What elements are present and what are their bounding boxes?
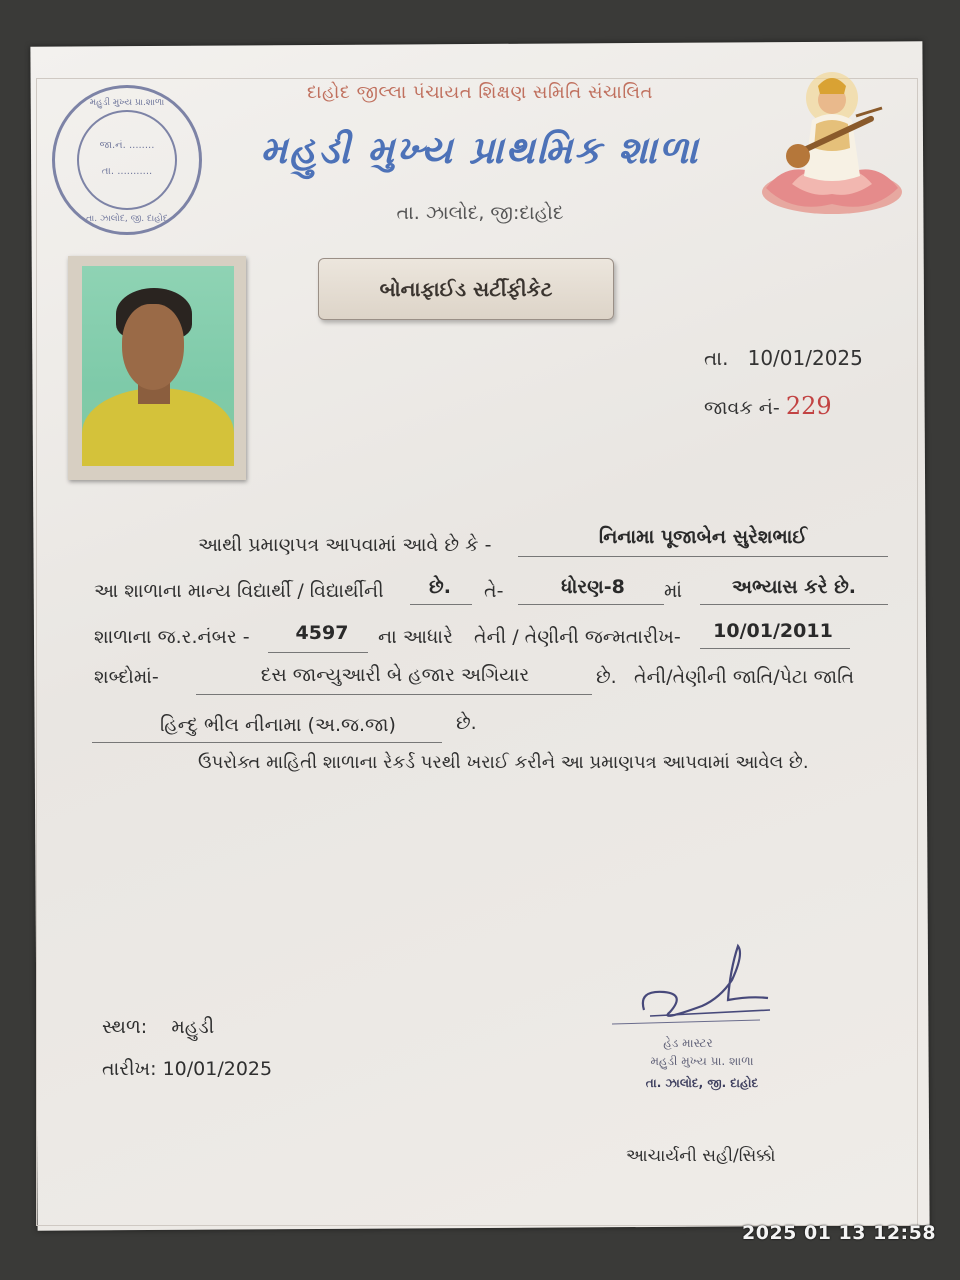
underline-verb bbox=[410, 604, 472, 605]
place-label: સ્થળ: bbox=[102, 1016, 148, 1038]
saraswati-illustration bbox=[752, 64, 912, 220]
student-name: નિનામા પૂજાબેન સુરેશભાઈ bbox=[598, 526, 808, 548]
stamp-bottom-text: તા. ઝાલોદ, જી. દાહોદ bbox=[86, 214, 168, 224]
line2-prefix: આ શાળાના માન્ય વિદ્યાર્થી / વિદ્યાર્થીની bbox=[94, 580, 384, 602]
line2-main: માં bbox=[664, 580, 683, 602]
underline-caste bbox=[92, 742, 442, 743]
school-name: મહુડી મુખ્ય પ્રાથમિક શાળા bbox=[260, 128, 700, 172]
underline-dob bbox=[700, 648, 850, 649]
footer-date-label: તારીખ: bbox=[102, 1058, 157, 1080]
photo-face bbox=[122, 304, 184, 390]
studying-value: અભ્યાસ કરે છે. bbox=[731, 576, 857, 598]
dob-value: 10/01/2011 bbox=[713, 620, 833, 642]
underline-name bbox=[518, 556, 888, 557]
hm-title: હેડ માસ્ટર bbox=[663, 1036, 713, 1050]
place-value: મહુડી bbox=[171, 1016, 215, 1038]
reference-number bbox=[704, 392, 832, 420]
line4-prefix: શબ્દોમાં- bbox=[94, 666, 159, 688]
certificate-title: બોનાફાઈડ સર્ટીફીકેટ bbox=[318, 258, 614, 320]
gr-number: 4597 bbox=[295, 622, 349, 644]
line1-prefix: આથી પ્રમાણપત્ર આપવામાં આવે છે કે - bbox=[198, 534, 492, 556]
place-row bbox=[102, 1016, 214, 1038]
line3-mid: ના આધારે bbox=[378, 626, 453, 648]
standard-value: ધોરણ-8 bbox=[561, 576, 625, 598]
line4-suffix: છે. bbox=[596, 666, 617, 688]
ref-label: જાવક નં- bbox=[704, 397, 780, 419]
line5-suffix: છે. bbox=[456, 712, 477, 734]
signature-label: આચાર્યની સહી/સિક્કો bbox=[626, 1146, 776, 1166]
hm-school: મહુડી મુખ્ય પ્રા. શાળા bbox=[650, 1054, 754, 1068]
date-row bbox=[102, 1058, 272, 1080]
line4-caste-label: તેની/તેણીની જાતિ/પેટા જાતિ bbox=[634, 666, 855, 688]
stamp-line-2: તા. ........... bbox=[101, 166, 153, 177]
date-value: 10/01/2025 bbox=[747, 346, 863, 370]
school-stamp bbox=[52, 85, 202, 235]
hm-taluka: તા. ઝાલોદ, જી. દાહોદ bbox=[645, 1076, 759, 1090]
school-taluka: તા. ઝાલોદ, જી:દાહોદ bbox=[396, 202, 564, 224]
footer-date-value: 10/01/2025 bbox=[162, 1058, 273, 1080]
underline-standard bbox=[518, 604, 664, 605]
certificate-date bbox=[704, 346, 863, 370]
photo-image bbox=[82, 266, 234, 466]
underline-dob-words bbox=[196, 694, 592, 695]
line2-te: તે- bbox=[484, 580, 504, 602]
line2-verb: છે. bbox=[429, 576, 451, 598]
date-label: તા. bbox=[704, 346, 729, 370]
line3-prefix: શાળાના જ.ર.નંબર - bbox=[94, 626, 250, 648]
caste-value: હિન્દુ ભીલ નીનામા (અ.જ.જા) bbox=[160, 714, 396, 736]
organization-header: દાહોદ જીલ્લા પંચાયત શિક્ષણ સમિતિ સંચાલિત bbox=[307, 82, 653, 103]
closing-statement: ઉપરોક્ત માહિતી શાળાના રેકર્ડ પરથી ખરાઈ કરીને આ પ્રમાણપત્ર આપવામાં આવેલ છે. bbox=[198, 752, 809, 773]
underline-gr bbox=[268, 652, 368, 653]
dob-words: દસ જાન્યુઆરી બે હજાર અગિયાર bbox=[260, 664, 530, 686]
stamp-inner-circle bbox=[77, 110, 177, 210]
student-photo bbox=[68, 256, 246, 480]
stamp-ring-text: મહુડી મુખ્ય પ્રા.શાળા bbox=[89, 98, 165, 108]
ref-value: 229 bbox=[785, 392, 832, 420]
line3-dob-label: તેની / તેણીની જન્મતારીખ- bbox=[474, 626, 681, 648]
stamp-line-1: જા.નં. ........ bbox=[99, 140, 155, 151]
headmaster-signature bbox=[610, 940, 780, 1030]
underline-studying bbox=[700, 604, 888, 605]
photo-timestamp: 2025 01 13 12:58 bbox=[742, 1222, 937, 1244]
